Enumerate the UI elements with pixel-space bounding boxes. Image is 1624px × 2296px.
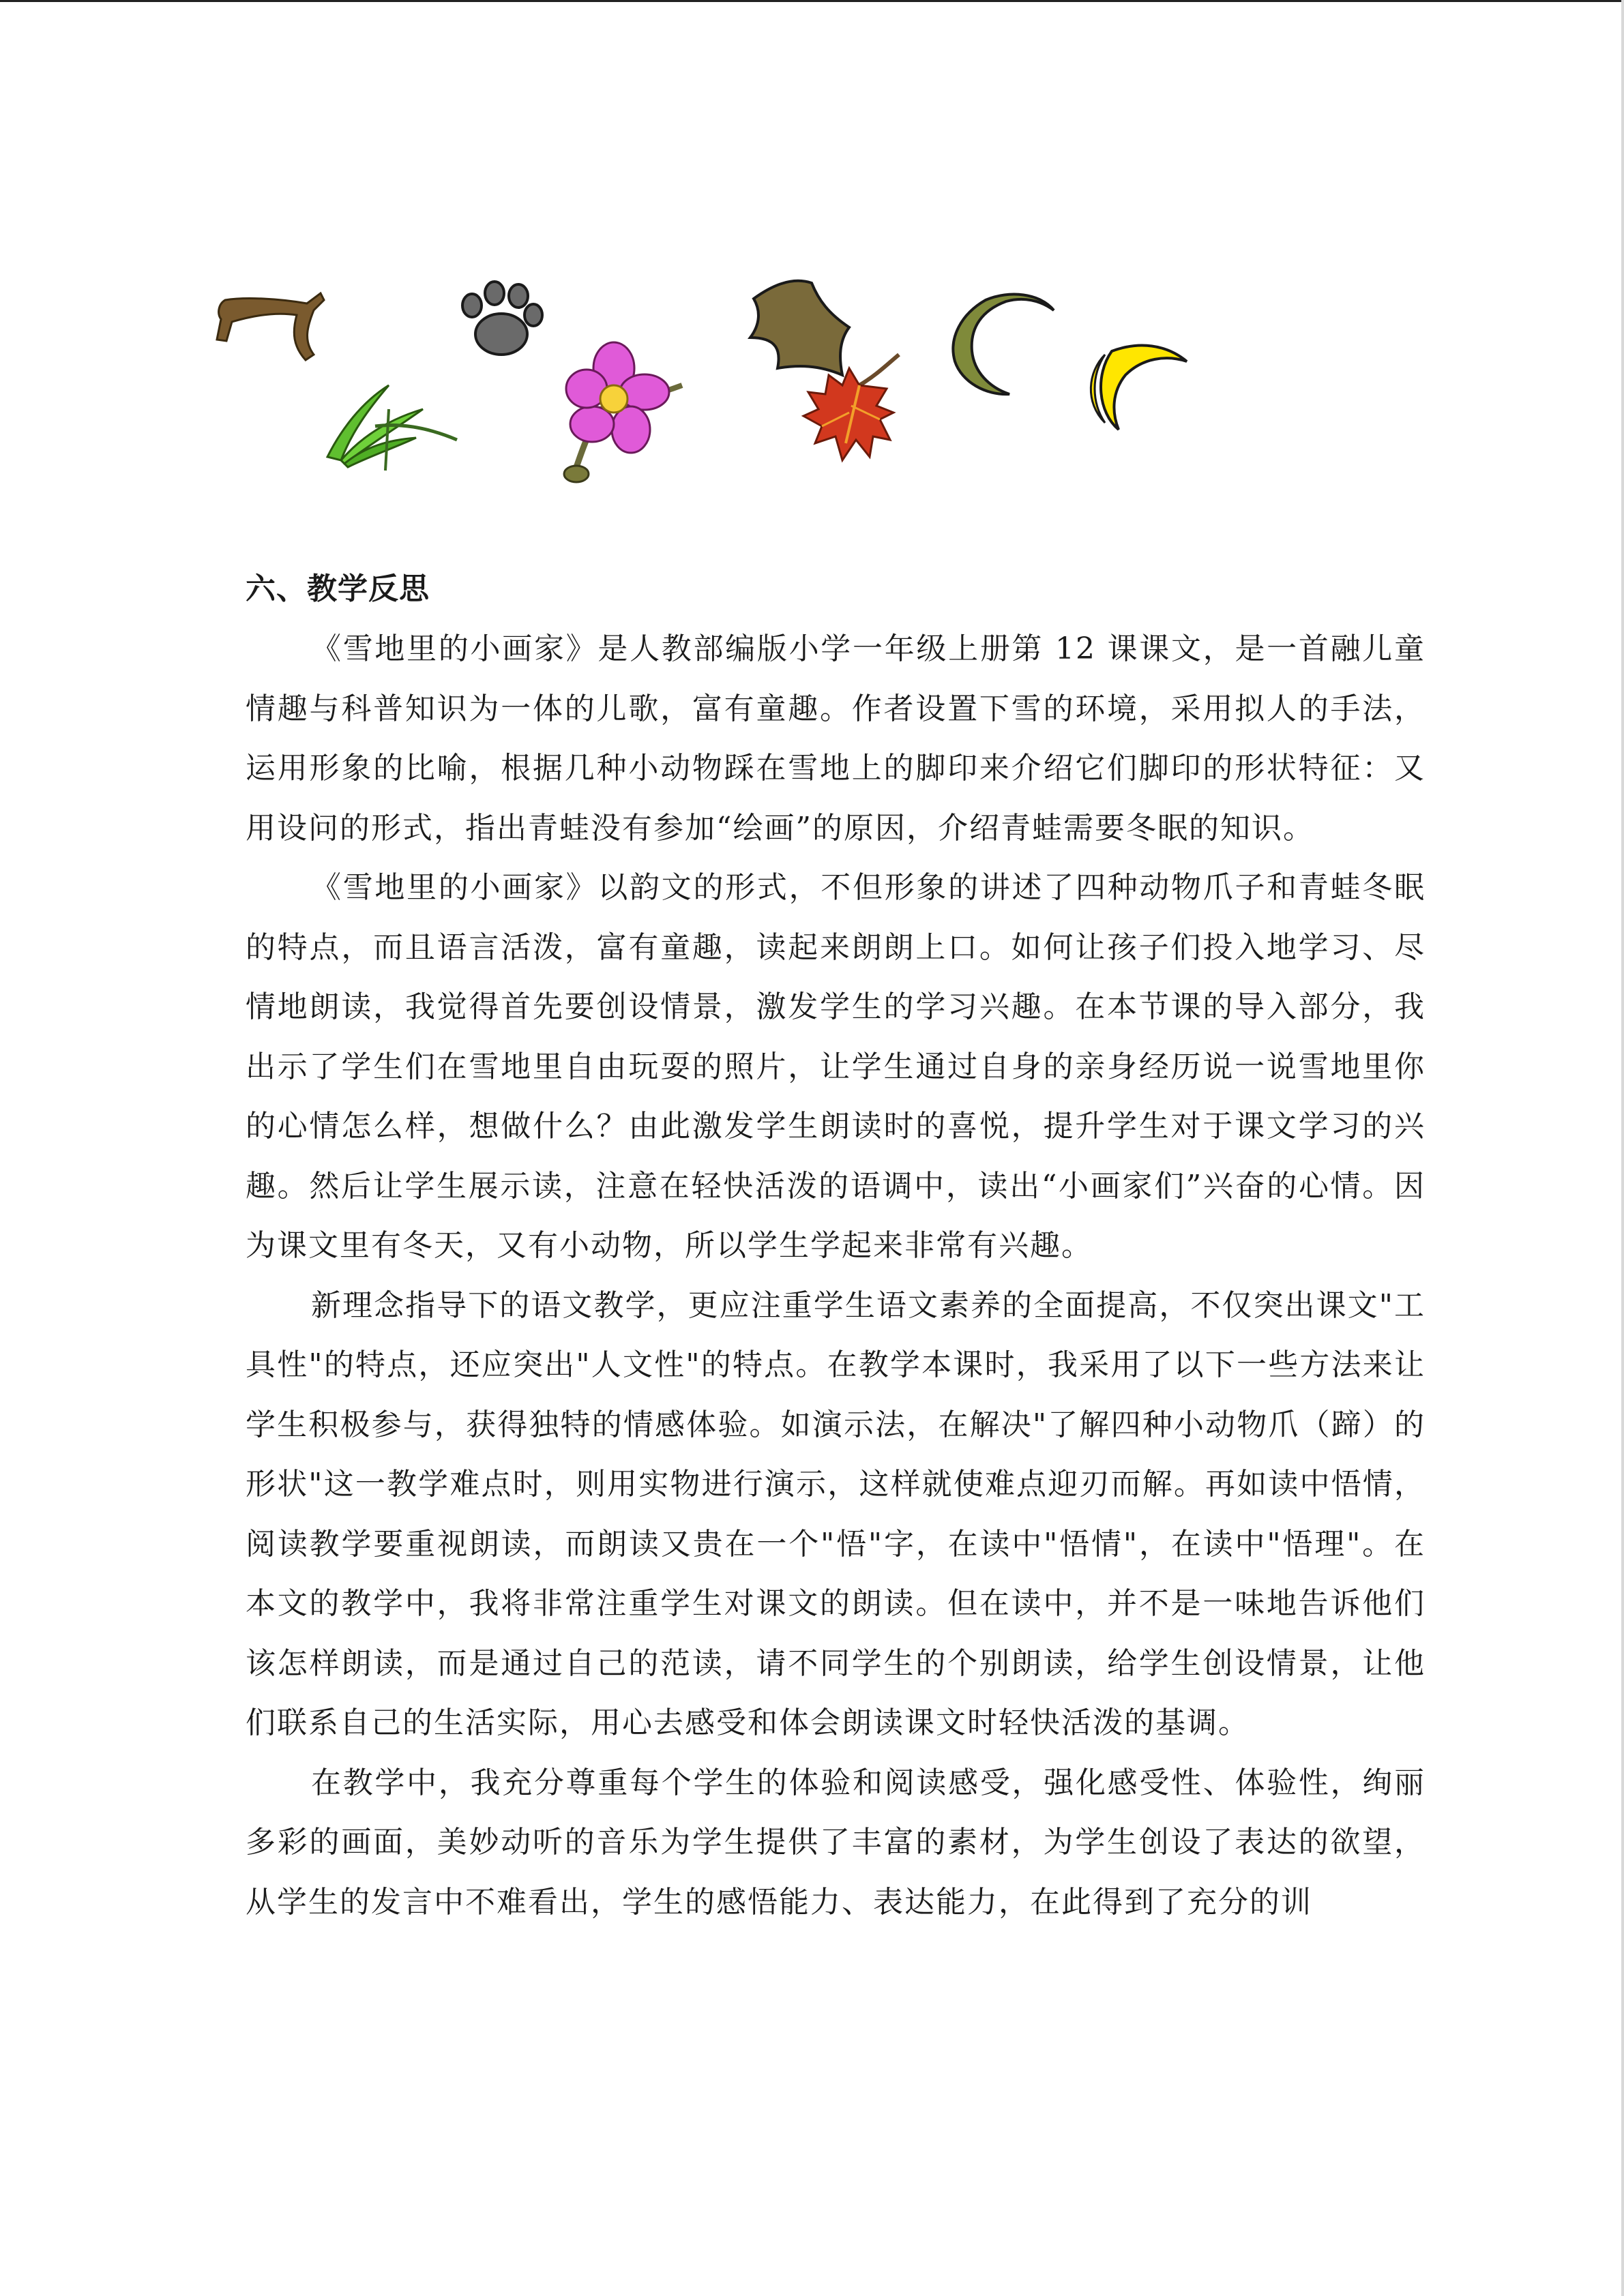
- paragraph-2: 《雪地里的小画家》以韵文的形式，不但形象的讲述了四种动物爪子和青蛙冬眠的特点，而且语言活泼，富有童趣，读起来朗朗上口。如何让孩子们投入地学习、尽情地朗读，我觉得首先要创设情景，激发学生的学习兴趣。在本节课的导入部分，我出示了学生们在雪地里自由玩耍的照片，让学生通过自身的亲身经历说一说雪地里你的心情怎么样，想做什么？由此激发学生朗读时的喜悦，提升学生对于课文学习的兴趣。然后让学生展示读，注意在轻快活泼的语调中，读出“小画家们”兴奋的心情。因为课文里有冬天，又有小动物，所以学生学起来非常有兴趣。: [246, 870, 1426, 1263]
- green-crescent-icon: [953, 295, 1054, 395]
- reflection-section: [246, 559, 1426, 1932]
- paragraph-1: 《雪地里的小画家》是人教部编版小学一年级上册第 12 课课文，是一首融儿童情趣与科普知识为一体的儿歌，富有童趣。作者设置下雪的环境，采用拟人的手法，运用形象的比喻，根据几种小动物踩在雪地上的脚印来介绍它们脚印的形状特征：又用设问的形式，指出青蛙没有参加“绘画”的原因，介绍青蛙需要冬眠的知识。: [246, 631, 1426, 846]
- bird-footprint-icon: [217, 293, 324, 360]
- paw-print-icon: [462, 282, 542, 355]
- plum-blossom-icon: [564, 342, 682, 482]
- section-heading: 六、教学反思: [246, 571, 430, 606]
- footprint-illustrations: [205, 273, 1241, 498]
- maple-leaf-shape-icon: [750, 281, 849, 375]
- page-right-edge: [1621, 0, 1624, 2296]
- paragraph-3: 新理念指导下的语文教学，更应注重学生语文素养的全面提高，不仅突出课文"工具性"的特点，还应突出"人文性"的特点。在教学本课时，我采用了以下一些方法来让学生积极参与，获得独特的情感体验。如演示法，在解决"了解四种小动物爪（蹄）的形状"这一教学难点时，则用实物进行演示，这样就使难点迎刃而解。再如读中悟情，阅读教学要重视朗读，而朗读又贵在一个"悟"字，在读中"悟情"，在读中"悟理"。在本文的教学中，我将非常注重学生对课文的朗读。但在读中，并不是一味地告诉他们该怎样朗读，而是通过自己的范读，请不同学生的个别朗读，给学生创设情景，让他们联系自己的生活实际，用心去感受和体会朗读课文时轻快活泼的基调。: [246, 1287, 1426, 1740]
- illustrations-canvas: [205, 273, 1241, 498]
- maple-leaf-icon: [803, 355, 899, 460]
- page-top-border: [0, 0, 1624, 2]
- yellow-crescent-icon: [1091, 346, 1187, 430]
- bamboo-leaf-icon: [327, 385, 457, 471]
- paragraph-4: 在教学中，我充分尊重每个学生的体验和阅读感受，强化感受性、体验性，绚丽多彩的画面，美妙动听的音乐为学生提供了丰富的素材，为学生创设了表达的欲望，从学生的发言中不难看出，学生的感悟能力、表达能力，在此得到了充分的训: [246, 1765, 1426, 1920]
